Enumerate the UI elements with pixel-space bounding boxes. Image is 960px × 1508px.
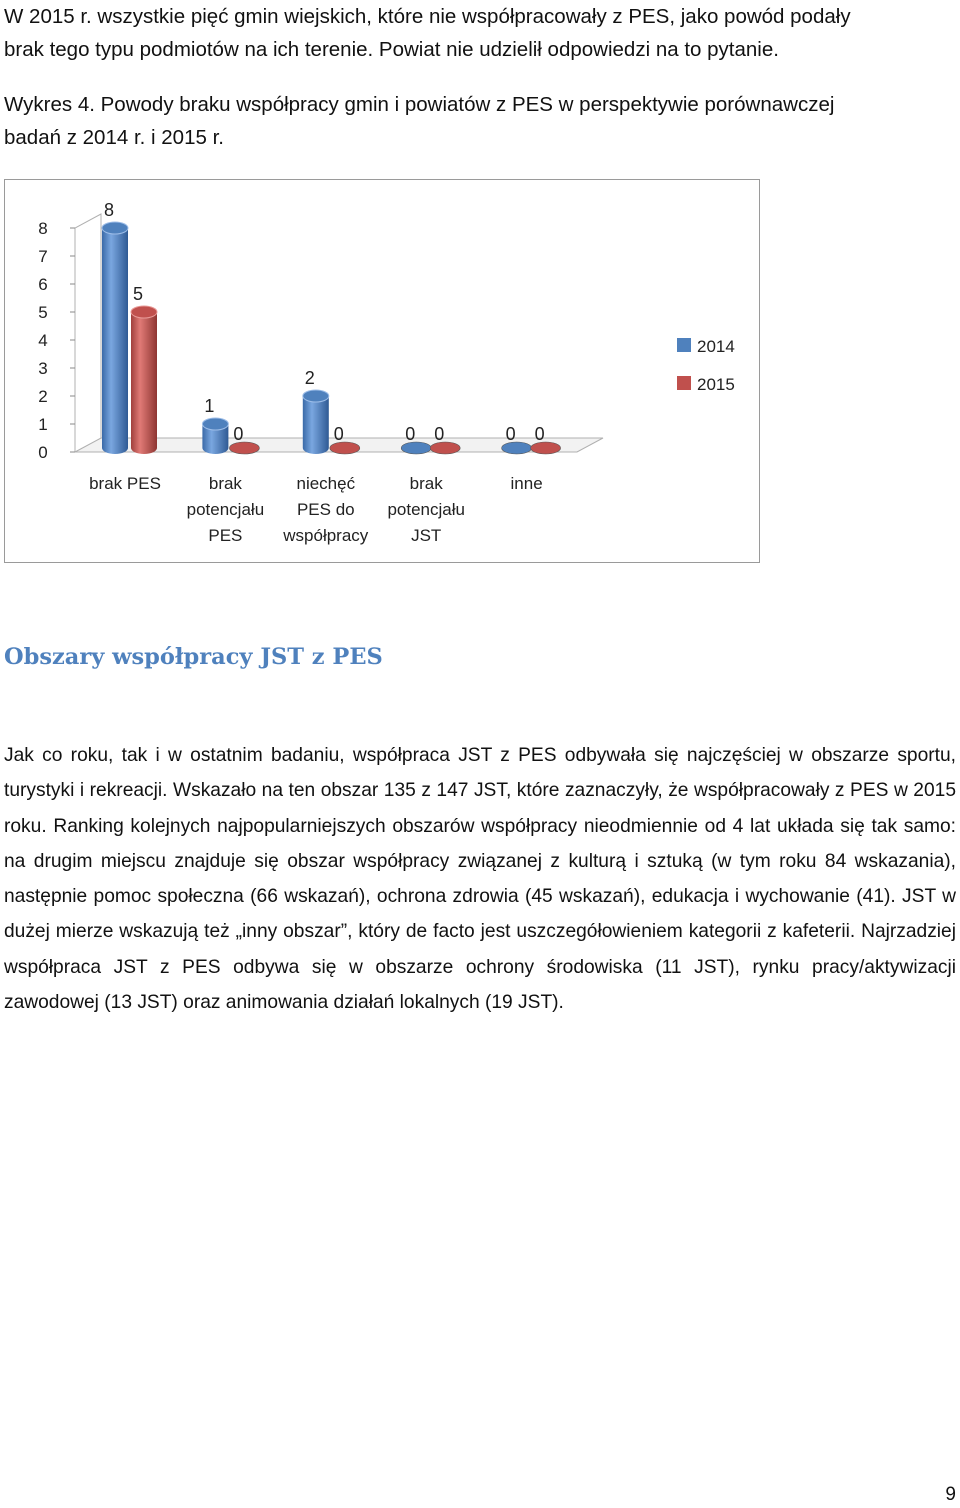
bar-2014-2	[303, 396, 329, 454]
value-label-2015-0: 5	[132, 284, 144, 304]
chart-frame	[4, 179, 760, 563]
y-tick-label: 0	[38, 443, 48, 462]
bar-top-2014-1	[202, 418, 228, 430]
y-tick-label: 4	[38, 331, 48, 350]
category-label-2: niechęć	[296, 474, 356, 493]
chart-side-wall	[75, 214, 101, 452]
value-label-2014-3: 0	[405, 424, 416, 444]
category-label-1: PES	[208, 526, 243, 545]
value-label-2015-2: 0	[333, 424, 344, 444]
intro-line-2: brak tego typu podmiotów na ich terenie. Powiat nie udzielił odpowiedzi na to pytanie.	[4, 38, 779, 61]
category-label-4: inne	[510, 474, 543, 493]
category-label-2: PES do	[296, 500, 355, 519]
y-tick-label: 5	[38, 303, 48, 322]
category-label-0: brak PES	[89, 474, 161, 493]
value-label-2014-4: 0	[505, 424, 516, 444]
value-label-2015-3: 0	[434, 424, 445, 444]
value-label-2014-2: 2	[304, 368, 315, 388]
bar-top-2014-0	[102, 222, 128, 234]
value-label-2015-4: 0	[534, 424, 545, 444]
section-heading: Obszary współpracy JST z PES	[4, 644, 383, 670]
legend-swatch-2014	[677, 338, 691, 352]
bar-top-2015-0	[131, 306, 157, 318]
value-label-2014-0: 8	[103, 200, 115, 220]
y-tick-label: 3	[38, 359, 48, 378]
legend-swatch-2015	[677, 376, 691, 390]
y-tick-label: 6	[38, 275, 48, 294]
legend-label-2014: 2014	[697, 337, 735, 356]
value-label-2015-1: 0	[233, 424, 244, 444]
section-paragraph: Jak co roku, tak i w ostatnim badaniu, współpraca JST z PES odbywała się najczęściej w obszarze sportu, turystyki i rekreacji. Wskazało na ten obszar 135 z 147 JST, które zaznaczyły, że współpracowały z PES w 2015 roku. Ranking kolejnych najpopularniejszych obszarów współpracy nieodmiennie od 4 lat układa się tak samo: na drugim miejscu znajduje się obszar współpracy związanej z kulturą i sztuką (w tym roku 84 wskazania), następnie pomoc społeczna (66 wskazań), ochrona zdrowia (45 wskazań), edukacja i wychowanie (41). JST w dużej mierze wskazują też „inny obszar”, który de facto jest uszczegółowieniem kategorii z kafeterii. Najrzadziej współpraca JST z PES odbywa się w obszarze ochrony środowiska (11 JST), rynku pracy/aktywizacji zawodowej (13 JST) oraz animowania działań lokalnych (19 JST).	[4, 745, 956, 1014]
y-tick-label: 1	[38, 415, 48, 434]
category-label-3: brak	[409, 474, 443, 493]
category-label-1: brak	[208, 474, 242, 493]
intro-text	[4, 0, 956, 66]
y-tick-label: 2	[38, 387, 48, 406]
bar-chart	[5, 180, 759, 562]
legend-label-2015: 2015	[697, 375, 735, 394]
value-label-2014-1: 1	[204, 396, 215, 416]
intro-line-1: W 2015 r. wszystkie pięć gmin wiejskich, które nie współpracowały z PES, jako powód podały	[4, 5, 851, 28]
category-label-3: JST	[411, 526, 442, 545]
caption-line-2: badań z 2014 r. i 2015 r.	[4, 126, 224, 149]
chart-caption	[4, 88, 956, 154]
y-tick-label: 7	[38, 247, 48, 266]
y-tick-label: 8	[38, 219, 48, 238]
bar-2015-0	[131, 312, 157, 454]
category-label-2: współpracy	[283, 526, 369, 545]
bar-top-2014-2	[303, 390, 329, 402]
category-label-3: potencjału	[387, 500, 465, 519]
category-label-1: potencjału	[186, 500, 265, 519]
caption-line-1: Wykres 4. Powody braku współpracy gmin i powiatów z PES w perspektywie porównawczej	[4, 93, 835, 116]
bar-2014-0	[102, 228, 128, 454]
page-number: 9	[945, 1484, 956, 1505]
